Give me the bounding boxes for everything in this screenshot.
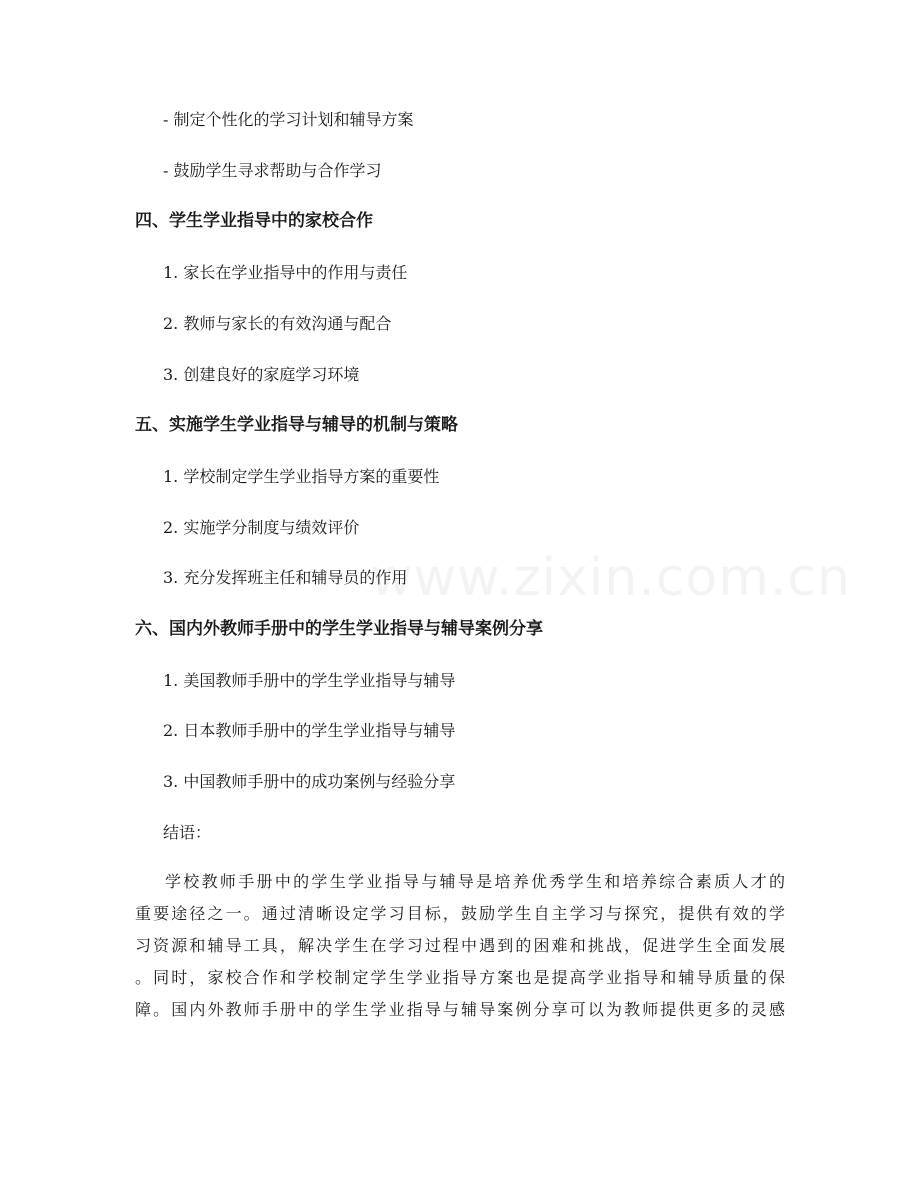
list-item: 2. 实施学分制度与绩效评价: [163, 518, 360, 537]
bullet-item: - 鼓励学生寻求帮助与合作学习: [163, 161, 382, 180]
paragraph-line: 习资源和辅导工具，解决学生在学习过程中遇到的困难和挑战，促进学生全面发展: [135, 936, 785, 955]
list-item: 3. 充分发挥班主任和辅导员的作用: [163, 568, 408, 587]
conclusion-paragraph: [135, 866, 785, 1026]
list-item: 3. 中国教师手册中的成功案例与经验分享: [163, 772, 456, 791]
section-heading: 四、学生学业指导中的家校合作: [135, 211, 373, 231]
section-heading: 六、国内外教师手册中的学生学业指导与辅导案例分享: [135, 619, 543, 639]
list-item: 1. 美国教师手册中的学生学业指导与辅导: [163, 671, 456, 690]
watermark: www.zixin.com.cn: [370, 548, 851, 608]
list-item: 2. 教师与家长的有效沟通与配合: [163, 314, 392, 333]
paragraph-line: 。同时，家校合作和学校制定学生学业指导方案也是提高学业指导和辅导质量的保: [135, 968, 785, 987]
conclusion-label: 结语：: [163, 823, 212, 842]
list-item: 2. 日本教师手册中的学生学业指导与辅导: [163, 721, 456, 740]
list-item: 1. 学校制定学生学业指导方案的重要性: [163, 467, 440, 486]
paragraph-line: 重要途径之一。通过清晰设定学习目标，鼓励学生自主学习与探究，提供有效的学: [135, 904, 785, 923]
section-heading: 五、实施学生学业指导与辅导的机制与策略: [135, 415, 458, 435]
paragraph-line: 障。国内外教师手册中的学生学业指导与辅导案例分享可以为教师提供更多的灵感: [135, 1000, 785, 1019]
list-item: 1. 家长在学业指导中的作用与责任: [163, 263, 408, 282]
paragraph-line: 学校教师手册中的学生学业指导与辅导是培养优秀学生和培养综合素质人才的: [165, 872, 785, 891]
list-item: 3. 创建良好的家庭学习环境: [163, 365, 360, 384]
bullet-item: - 制定个性化的学习计划和辅导方案: [163, 110, 414, 129]
